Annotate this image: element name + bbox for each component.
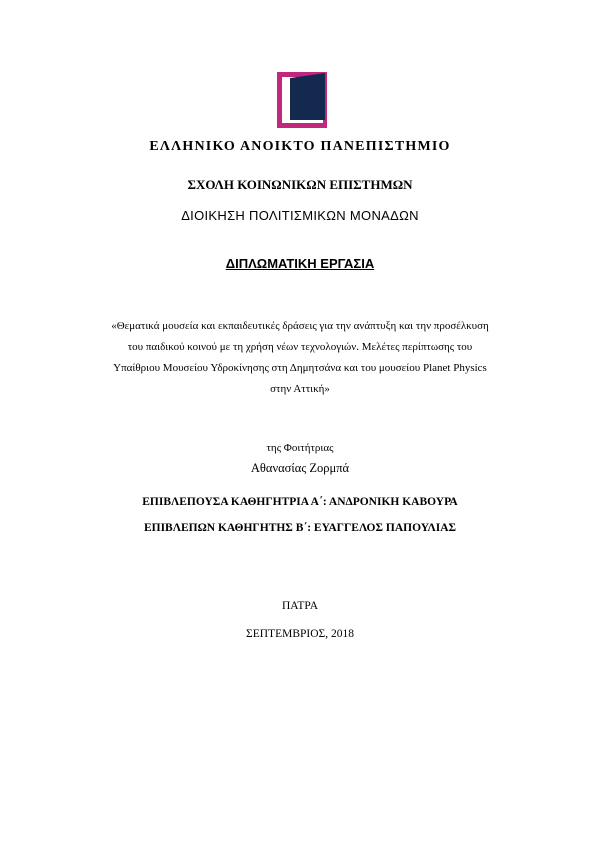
thesis-title [60,316,540,400]
logo-navy-book [290,73,325,120]
university-logo-icon [277,72,327,128]
logo-page-fold [284,78,290,120]
author-name: Αθανασίας Ζορμπά [250,461,350,475]
department-name: ΔΙΟΙΚΗΣΗ ΠΟΛΙΤΙΣΜΙΚΩΝ ΜΟΝΑΔΩΝ [181,208,419,223]
supervisor-b: ΕΠΙΒΛΕΠΩΝ ΚΑΘΗΓΗΤΗΣ Β΄: ΕΥΑΓΓΕΛΟΣ ΠΑΠΟΥΛΙΑΣ [143,522,457,534]
supervisor-a: ΕΠΙΒΛΕΠΟΥΣΑ ΚΑΘΗΓΗΤΡΙΑ Α΄: ΑΝΔΡΟΝΙΚΗ ΚΑΒΟΥΡΑ [142,496,458,508]
school-name: ΣΧΟΛΗ ΚΟΙΝΩΝΙΚΩΝ ΕΠΙΣΤΗΜΩΝ [187,177,413,192]
thesis-title-line: Υπαίθριου Μουσείου Υδροκίνησης στη Δημητσάνα και του μουσείου Planet Physics [113,362,487,374]
date: ΣΕΠΤΕΜΒΡΙΟΣ, 2018 [246,628,354,640]
thesis-title-line: του παιδικού κοινού με τη χρήση νέων τεχνολογιών. Μελέτες περίπτωσης του [127,341,473,353]
thesis-type-heading: ΔΙΠΛΩΜΑΤΙΚΗ ΕΡΓΑΣΙΑ [225,256,375,271]
university-name: ΕΛΛΗΝΙΚΟ ΑΝΟΙΚΤΟ ΠΑΝΕΠΙΣΤΗΜΙΟ [149,139,451,154]
place: ΠΑΤΡΑ [281,600,319,612]
thesis-title-line: «Θεματικά μουσεία και εκπαιδευτικές δράσεις για την ανάπτυξη και την προσέλκυση [111,320,489,332]
thesis-title-line: στην Αττική» [270,383,330,395]
author-label: της Φοιτήτριας [266,442,334,454]
